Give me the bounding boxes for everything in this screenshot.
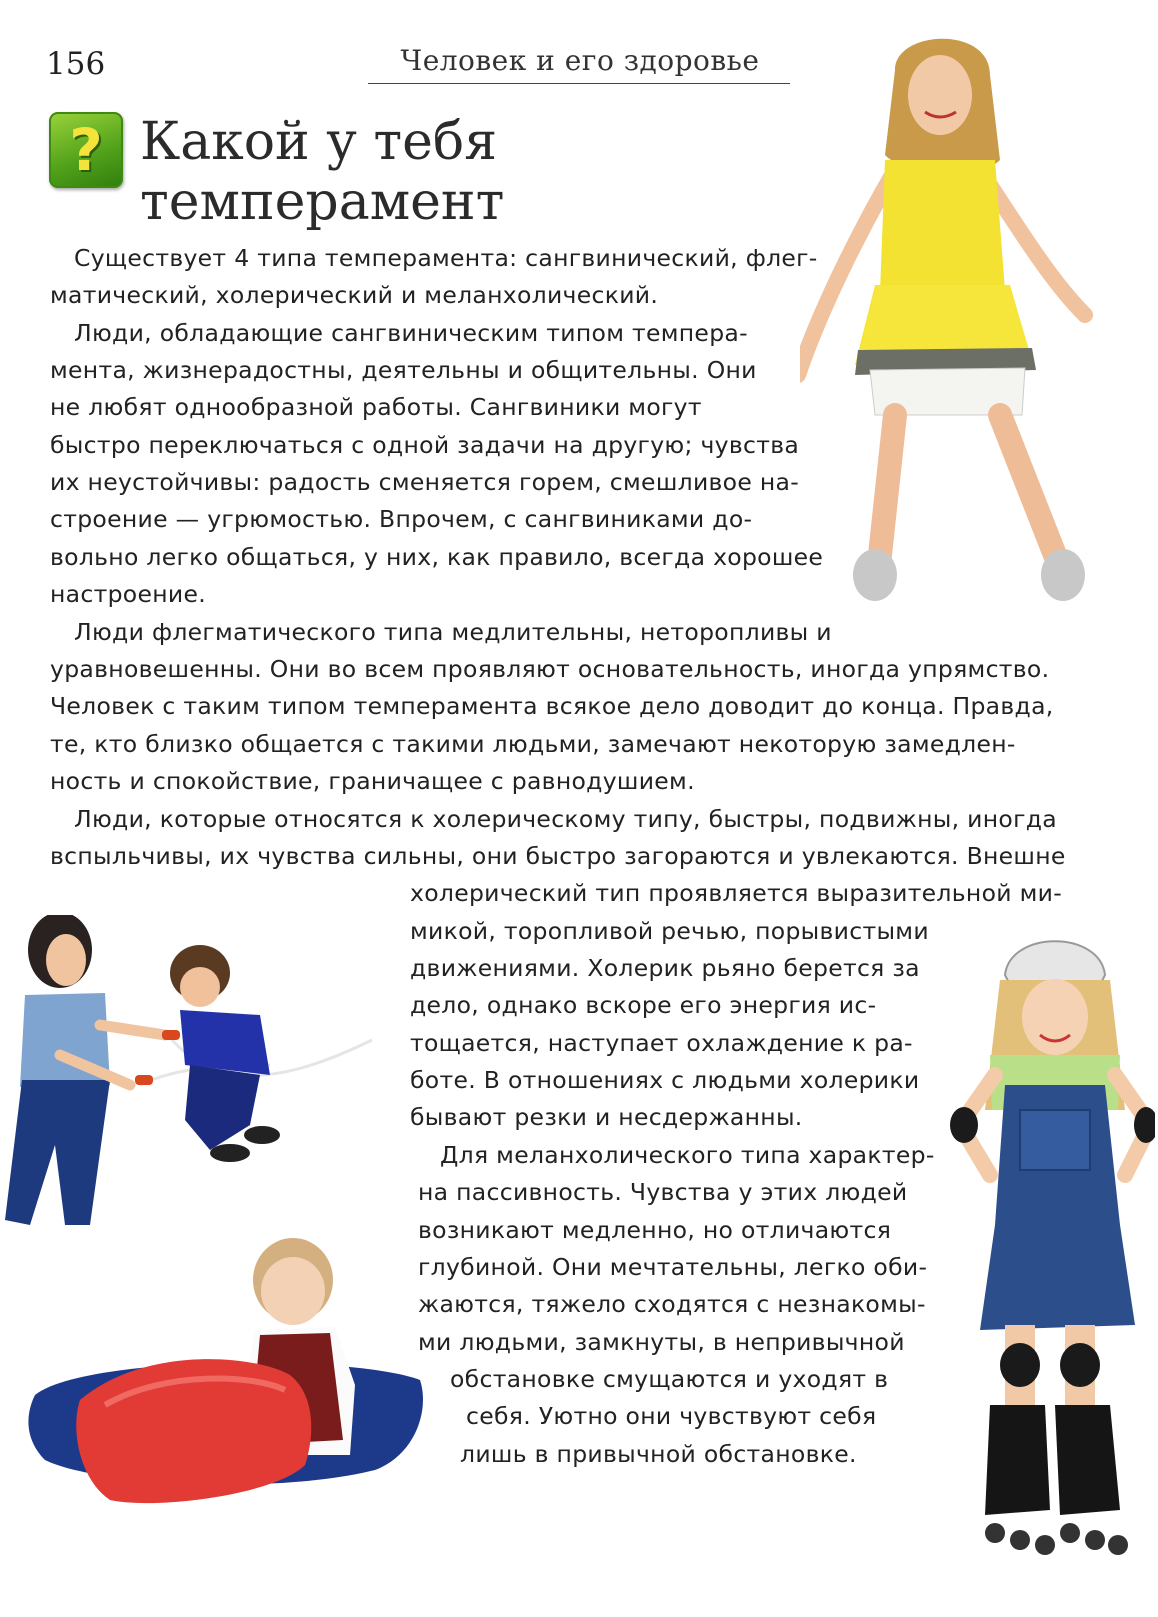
body-line: те, кто близко общается с такими людьми, замечают некоторую замедлен- [50,730,1016,758]
body-line: движениями. Холерик рьяно берется за [410,954,920,982]
photo-toddler-cushions [25,1235,435,1525]
body-line: их неустойчивы: радость сменяется горем, смешливое на- [50,468,800,496]
body-line: ми людьми, замкнуты, в непривычной [418,1328,905,1356]
page-number: 156 [46,46,106,82]
body-line: ность и спокойствие, граничащее с равнодушием. [50,767,695,795]
question-mark-glyph: ? [69,116,103,184]
body-line: вспыльчивы, их чувства сильны, они быстро загораются и увлекаются. Внешне [50,842,1066,870]
photo-children-jump-rope [0,915,390,1275]
body-line: бывают резки и несдержанны. [410,1103,803,1131]
body-line: вольно легко общаться, у них, как правило, всегда хорошее [50,543,824,571]
body-line: строение — угрюмостью. Впрочем, с сангвиниками до- [50,505,753,533]
body-line: Человек с таким типом темперамента всякое дело доводит до конца. Правда, [50,692,1054,720]
body-line: настроение. [50,580,206,608]
body-line: лишь в привычной обстановке. [460,1440,857,1468]
body-line: боте. В отношениях с людьми холерики [410,1066,920,1094]
photo-girl-roller-skates [950,935,1155,1580]
body-line: возникают медленно, но отличаются [418,1216,892,1244]
photo-girl-yellow-dress [800,30,1100,615]
body-line: Люди, обладающие сангвиническим типом темпера- [74,319,748,347]
body-line: Люди флегматического типа медлительны, неторопливы и [74,618,832,646]
body-line: глубиной. Они мечтательны, легко оби- [418,1253,928,1281]
question-mark-icon [49,112,123,188]
body-line: матический, холерический и меланхолический. [50,281,659,309]
running-head: Человек и его здоровье [400,44,760,77]
body-line: микой, торопливой речью, порывистыми [410,917,929,945]
body-line: мента, жизнерадостны, деятельны и общительны. Они [50,356,757,384]
body-line: обстановке смущаются и уходят в [450,1365,889,1393]
body-line: уравновешенны. Они во всем проявляют основательность, иногда упрямство. [50,655,1050,683]
body-line: на пассивность. Чувства у этих людей [418,1178,908,1206]
body-line: быстро переключаться с одной задачи на другую; чувства [50,431,800,459]
body-line: жаются, тяжело сходятся с незнакомы- [418,1290,926,1318]
running-head-rule [368,83,790,84]
body-line: тощается, наступает охлаждение к ра- [410,1029,913,1057]
body-line: Для меланхолического типа характер- [440,1141,935,1169]
section-title [140,112,504,232]
section-title-line-1: Какой у тебя [140,112,498,172]
section-title-line-2: темперамент [140,172,505,232]
body-line: холерический тип проявляется выразительной ми- [410,879,1062,907]
body-line: себя. Уютно они чувствуют себя [466,1402,877,1430]
body-line: Существует 4 типа темперамента: сангвинический, флег- [74,244,818,272]
body-line: Люди, которые относятся к холерическому типу, быстры, подвижны, иногда [74,805,1057,833]
body-line: не любят однообразной работы. Сангвиники могут [50,393,702,421]
body-line: дело, однако вскоре его энергия ис- [410,991,877,1019]
